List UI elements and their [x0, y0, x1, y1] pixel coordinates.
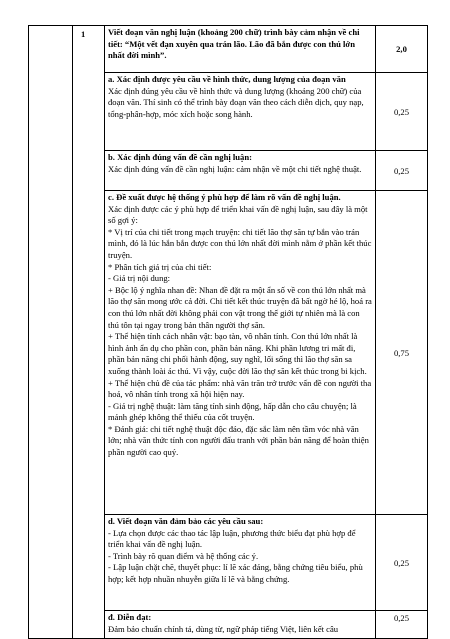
- section-c-line: * Phân tích giá trị của chi tiết:: [108, 261, 212, 272]
- section-dd-title: đ. Diễn đạt:: [108, 612, 152, 622]
- section-d-line: - Lựa chọn được các thao tác lập luận, phương thức biểu đạt phù hợp để triển khai vấn đề nghị luận.: [108, 527, 356, 550]
- section-c-line: + Thể hiện tính cách nhân vật: bạo tàn, vô nhân tính. Con thú lớn nhất là hình ảnh ẩn dụ cho phần con, phần bản năng. Khi phần lương tri mất đi, phần bản năng chi phối hành động, suy nghĩ, lối sống thì lão thợ săn sa xuống thành loài ác thú. Vì vậy, cuộc đời lão thợ săn kết thúc trong bi kịch.: [108, 331, 367, 376]
- section-c-line: - Giá trị nghệ thuật: làm tăng tính sinh động, hấp dẫn cho câu chuyện; là mảnh ghép không thể thiếu của cốt truyện.: [108, 400, 357, 423]
- section-c-line: + Bộc lộ ý nghĩa nhan đề: Nhan đề đặt ra một ẩn số về con thú lớn nhất mà lão thợ săn mong ước cả đời. Chi tiết kết thúc truyện đã bất ngờ hé lộ, hoá ra con thú lớn nhất đời không phải con vật trong thế giới tự nhiên mà là con thú tôn tại ngay trong bản thân người thợ săn.: [108, 284, 372, 330]
- section-c-title: c. Đề xuất được hệ thống ý phù hợp để làm rõ vấn đề nghị luận.: [108, 192, 341, 202]
- section-d: [105, 515, 376, 611]
- section-d-line: - Lập luận chặt chẽ, thuyết phục: lí lẽ xác đáng, bằng chứng tiêu biểu, phù hợp; kết hợp nhuần nhuyễn giữa lí lẽ và bằng chứng.: [108, 562, 363, 584]
- section-c-line: + Thể hiện chủ đề của tác phẩm: nhà văn trăn trở trước vấn đề con người tha hoá, vô nhân tính trong xã hội hiện nay.: [108, 377, 372, 400]
- grading-rubric-table: [28, 25, 428, 639]
- question-prompt: [105, 26, 376, 73]
- section-b-score: 0,25: [376, 151, 428, 191]
- section-d-title: d. Viết đoạn văn đảm bảo các yêu cầu sau:: [108, 516, 264, 526]
- section-c-line: Xác định được các ý phù hợp để triển khai vấn đề nghị luận, sau đây là một số gợi ý:: [108, 203, 368, 226]
- section-c-line: - Giá trị nội dung:: [108, 273, 171, 284]
- section-c-line: * Đánh giá: chi tiết nghệ thuật độc đáo, đặc sắc làm nên tầm vóc nhà văn lớn; nhà văn thức tỉnh con người đấu tranh với phần bản năng để hoàn thiện phần người cao quý.: [108, 423, 369, 458]
- section-a-score: 0,25: [376, 73, 428, 151]
- section-b: [105, 151, 376, 191]
- section-a-text: Xác định đúng yêu cầu về hình thức và dung lượng (khoảng 200 chữ) của đoạn văn. Thí sinh có thể trình bày đoạn văn theo cách diễn dịch, quy nạp, tổng-phân-hợp, móc xích hoặc song hành.: [108, 85, 364, 119]
- section-b-title: b. Xác định đúng vấn đề cần nghị luận:: [108, 152, 252, 162]
- section-dd: [105, 611, 376, 639]
- question-number: 1: [73, 26, 105, 639]
- section-c-score: 0,75: [376, 191, 428, 515]
- section-a-title: a. Xác định được yêu cầu về hình thức, dung lượng của đoạn văn: [108, 74, 346, 84]
- section-d-score: 0,25: [376, 515, 428, 611]
- question-prompt-text: Viết đoạn văn nghị luận (khoảng 200 chữ) trình bày cảm nhận về chi tiết: “Một vết đạn xuyên qua trán lão. Lão đã bắn được con thú lớn nhất đời mình”.: [108, 27, 360, 61]
- section-dd-text: Đảm bảo chuẩn chính tả, dùng từ, ngữ pháp tiếng Việt, liên kết câu: [108, 623, 339, 634]
- question-row: [29, 26, 428, 73]
- blank-cell: [29, 26, 73, 639]
- section-c-line: * Vị trí của chi tiết trong mạch truyện: chi tiết lão thợ săn tự bắn vào trán mình, đó là lúc hắn bắn được con thú lớn nhất đời mình nằm ở phần kết thúc truyện.: [108, 226, 372, 260]
- section-a: [105, 73, 376, 151]
- section-dd-score: 0,25: [376, 611, 428, 639]
- section-c: [105, 191, 376, 515]
- section-b-text: Xác định đúng vấn đề cần nghị luận: cảm nhận về một chi tiết nghệ thuật.: [108, 163, 362, 174]
- question-score: 2,0: [376, 26, 428, 73]
- section-d-line: - Trình bày rõ quan điểm và hệ thống các ý.: [108, 550, 259, 561]
